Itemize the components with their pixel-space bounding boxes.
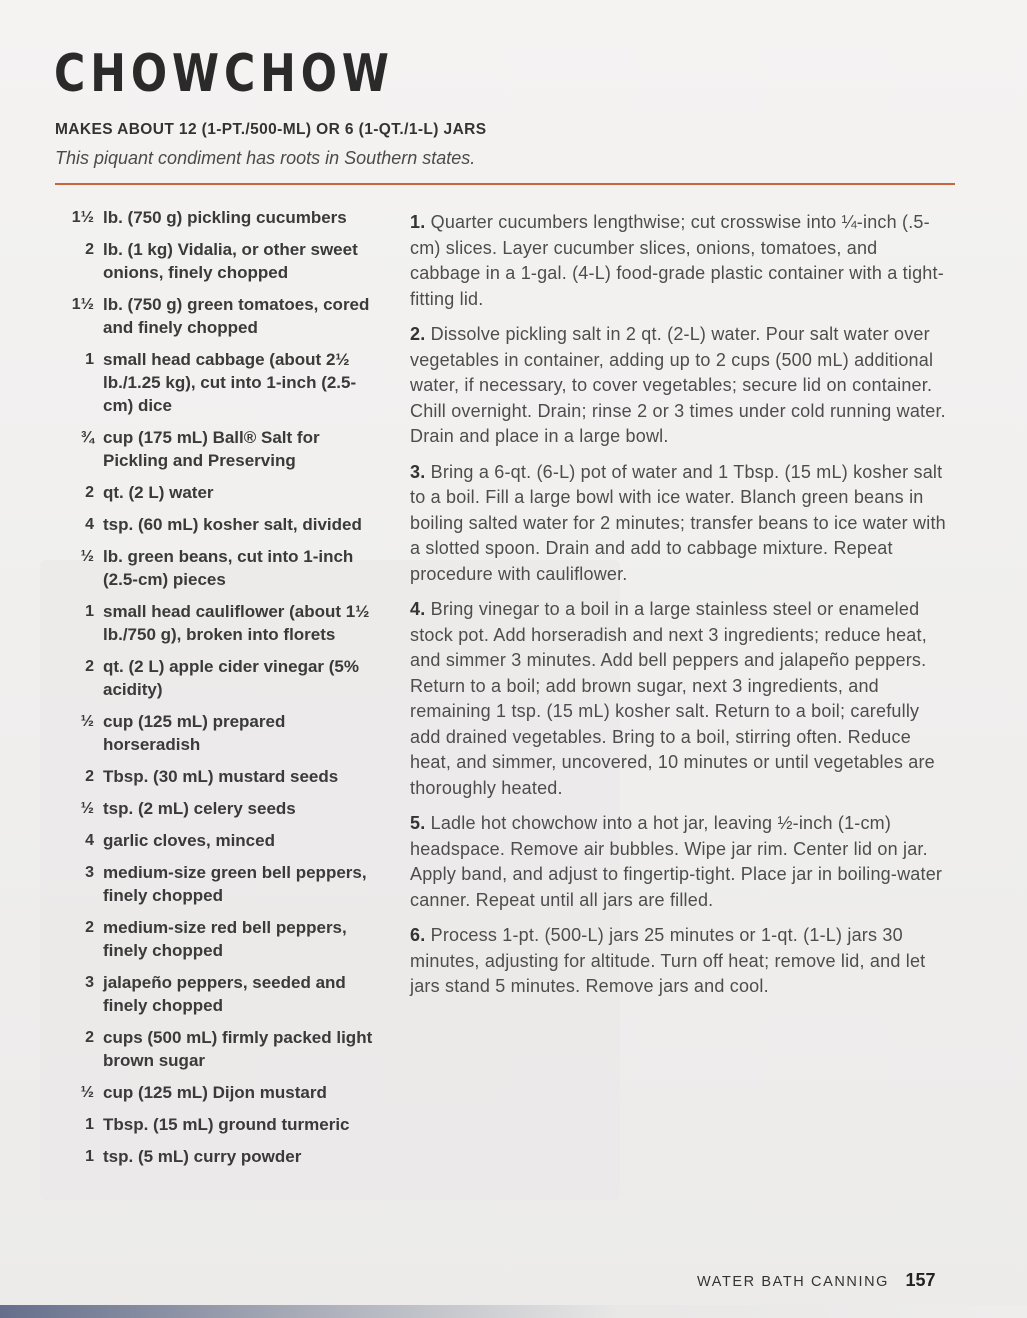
ingredient-quantity: 2 bbox=[85, 919, 94, 936]
ingredient-item bbox=[56, 238, 386, 284]
ingredient-item bbox=[56, 545, 386, 591]
ingredient-item bbox=[56, 1145, 386, 1168]
direction-step bbox=[410, 210, 950, 312]
ingredient-list bbox=[56, 206, 386, 1177]
ingredient-item bbox=[56, 971, 386, 1017]
direction-step bbox=[410, 597, 950, 801]
ingredient-item bbox=[56, 655, 386, 701]
ingredient-description: tsp. (2 mL) celery seeds bbox=[103, 799, 296, 818]
recipe-intro: This piquant condiment has roots in Southern states. bbox=[55, 148, 476, 168]
ingredient-item bbox=[56, 206, 386, 229]
step-text: Bring a 6-qt. (6-L) pot of water and 1 Tbsp. (15 mL) kosher salt to a boil. Fill a large bowl with ice water. Blanch green beans in boiling salted water for 2 minutes; transfer beans to ice water with a slotted spoon. Drain and add to cabbage mixture. Repeat procedure with cauliflower. bbox=[410, 461, 946, 584]
ingredient-quantity: 1 bbox=[85, 603, 94, 620]
ingredient-item bbox=[56, 481, 386, 504]
ingredient-quantity: ¾ bbox=[80, 429, 94, 446]
ingredient-quantity: 1½ bbox=[71, 209, 94, 226]
ingredient-item bbox=[56, 348, 386, 417]
ingredient-description: Tbsp. (30 mL) mustard seeds bbox=[103, 767, 339, 786]
ingredient-item bbox=[56, 1026, 386, 1072]
step-number: 3. bbox=[410, 461, 426, 482]
ingredient-description: qt. (2 L) apple cider vinegar (5% acidity) bbox=[103, 657, 360, 699]
ingredient-item bbox=[56, 916, 386, 962]
ingredient-description: tsp. (60 mL) kosher salt, divided bbox=[103, 515, 362, 534]
ingredient-item bbox=[56, 600, 386, 646]
ingredient-item bbox=[56, 829, 386, 852]
ingredient-quantity: 2 bbox=[85, 658, 94, 675]
ingredient-description: cups (500 mL) firmly packed light brown sugar bbox=[103, 1028, 373, 1070]
direction-step bbox=[410, 923, 950, 1000]
step-number: 2. bbox=[410, 324, 426, 344]
step-text: Process 1-pt. (500-L) jars 25 minutes or 1-qt. (1-L) jars 30 minutes, adjusting for altitude. Turn off heat; remove lid, and let jars stand 5 minutes. Remove jars and cool. bbox=[410, 925, 926, 996]
step-number: 6. bbox=[410, 925, 426, 945]
ingredient-description: garlic cloves, minced bbox=[103, 831, 275, 850]
ingredient-item bbox=[56, 1081, 386, 1104]
ingredient-quantity: 2 bbox=[85, 768, 94, 785]
step-number: 4. bbox=[410, 599, 426, 619]
ingredient-description: small head cabbage (about 2½ lb./1.25 kg), cut into 1-inch (2.5-cm) dice bbox=[103, 350, 357, 415]
ingredient-item bbox=[56, 765, 386, 788]
step-text: Dissolve pickling salt in 2 qt. (2-L) water. Pour salt water over vegetables in container, adding up to 2 cups (500 mL) additional water, if necessary, to cover vegetables; secure lid on container. Chill overnight. Drain; rinse 2 or 3 times under cold running water. Drain and place in a large bowl. bbox=[410, 324, 946, 446]
direction-step bbox=[410, 811, 950, 913]
ingredient-item bbox=[56, 710, 386, 756]
ingredient-description: medium-size green bell peppers, finely chopped bbox=[103, 863, 367, 905]
ingredient-item bbox=[56, 426, 386, 472]
scan-edge bbox=[0, 1305, 1027, 1318]
recipe-title: CHOWCHOW bbox=[54, 44, 394, 104]
recipe-yield: MAKES ABOUT 12 (1-PT./500-ML) OR 6 (1-QT./1-L) JARS bbox=[55, 121, 487, 138]
ingredient-description: lb. (1 kg) Vidalia, or other sweet onions, finely chopped bbox=[103, 240, 358, 282]
ingredient-quantity: ½ bbox=[80, 548, 94, 565]
step-text: Ladle hot chowchow into a hot jar, leaving ½-inch (1-cm) headspace. Remove air bubbles. Wipe jar rim. Center lid on jar. Apply band, and adjust to fingertip-tight. Place jar in boiling-water canner. Repeat until all jars are filled. bbox=[410, 813, 943, 910]
ingredient-description: qt. (2 L) water bbox=[103, 483, 214, 502]
ingredient-description: cup (125 mL) Dijon mustard bbox=[103, 1083, 327, 1102]
ingredient-quantity: 4 bbox=[85, 516, 94, 533]
ingredient-description: cup (175 mL) Ball® Salt for Pickling and Preserving bbox=[103, 428, 320, 470]
ingredient-item bbox=[56, 861, 386, 907]
step-number: 5. bbox=[410, 813, 426, 833]
direction-step bbox=[410, 460, 950, 588]
ingredient-quantity: ½ bbox=[80, 800, 94, 817]
ingredient-quantity: ½ bbox=[80, 1084, 94, 1101]
ingredient-item bbox=[56, 797, 386, 820]
ingredient-item bbox=[56, 1113, 386, 1136]
divider-rule bbox=[55, 183, 955, 185]
ingredient-quantity: 2 bbox=[85, 1029, 94, 1046]
ingredient-quantity: 3 bbox=[85, 974, 94, 991]
page-footer bbox=[697, 1270, 936, 1291]
ingredient-description: tsp. (5 mL) curry powder bbox=[103, 1147, 302, 1166]
step-number: 1. bbox=[410, 212, 426, 232]
ingredient-quantity: 1½ bbox=[71, 296, 94, 313]
step-text: Bring vinegar to a boil in a large stainless steel or enameled stock pot. Add horseradish and next 3 ingredients; reduce heat, and simmer 3 minutes. Add bell peppers and jalapeño peppers. Return to a boil; add brown sugar, next 3 ingredients, and remaining 1 tsp. (15 mL) kosher salt. Return to a boil; carefully add drained vegetables. Bring to a boil, stirring often. Reduce heat, and simmer, uncovered, 10 minutes or until vegetables are thoroughly heated. bbox=[410, 599, 935, 798]
ingredient-quantity: 1 bbox=[85, 351, 94, 368]
step-text: Quarter cucumbers lengthwise; cut crosswise into ¼-inch (.5-cm) slices. Layer cucumber slices, onions, tomatoes, and cabbage in a 1-gal. (4-L) food-grade plastic container with a tight-fitting lid. bbox=[410, 212, 944, 309]
section-name: WATER BATH CANNING bbox=[697, 1274, 890, 1290]
ingredient-description: lb. (750 g) green tomatoes, cored and finely chopped bbox=[103, 295, 370, 337]
ingredient-description: lb. (750 g) pickling cucumbers bbox=[103, 208, 347, 227]
ingredient-item bbox=[56, 293, 386, 339]
ingredient-quantity: 1 bbox=[85, 1148, 94, 1165]
ingredient-quantity: 2 bbox=[85, 241, 94, 258]
page-number: 157 bbox=[905, 1270, 936, 1290]
ingredient-quantity: 4 bbox=[85, 832, 94, 849]
ingredient-description: small head cauliflower (about 1½ lb./750 g), broken into florets bbox=[103, 602, 370, 644]
ingredient-quantity: ½ bbox=[80, 713, 94, 730]
ingredient-quantity: 2 bbox=[85, 484, 94, 501]
directions bbox=[410, 210, 950, 1010]
ingredient-item bbox=[56, 513, 386, 536]
ingredient-description: Tbsp. (15 mL) ground turmeric bbox=[103, 1115, 350, 1134]
ingredient-description: medium-size red bell peppers, finely chopped bbox=[103, 918, 347, 960]
ingredient-quantity: 1 bbox=[85, 1116, 94, 1133]
direction-step bbox=[410, 322, 950, 450]
ingredient-description: jalapeño peppers, seeded and finely chopped bbox=[103, 973, 346, 1015]
ingredient-quantity: 3 bbox=[85, 864, 94, 881]
ingredient-description: lb. green beans, cut into 1-inch (2.5-cm) pieces bbox=[103, 547, 354, 589]
ingredient-description: cup (125 mL) prepared horseradish bbox=[103, 712, 286, 754]
